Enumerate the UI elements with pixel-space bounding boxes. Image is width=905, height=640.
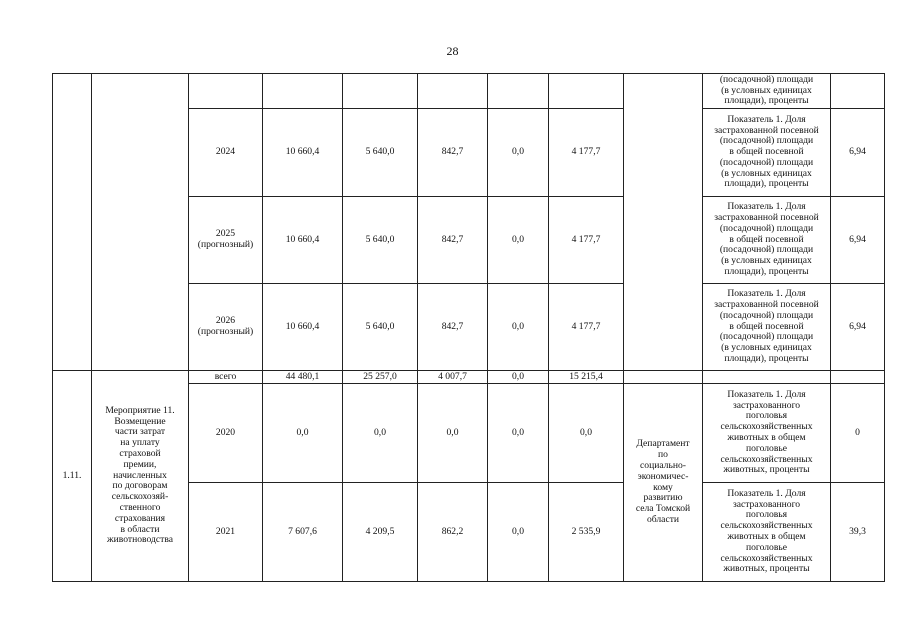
local-cell xyxy=(488,74,549,109)
local-cell: 0,0 xyxy=(488,284,549,371)
federal-cell: 5 640,0 xyxy=(343,284,418,371)
total-cell: 44 480,1 xyxy=(263,371,343,384)
value-cell: 6,94 xyxy=(831,197,885,284)
total-cell: 10 660,4 xyxy=(263,109,343,197)
extra-cell: 4 177,7 xyxy=(549,197,624,284)
table-row xyxy=(53,74,885,109)
total-cell xyxy=(263,74,343,109)
federal-cell: 5 640,0 xyxy=(343,109,418,197)
total-cell: 7 607,6 xyxy=(263,483,343,582)
executor-cell xyxy=(624,74,703,371)
indicator-cell: Показатель 1. Доля застрахованной посевной (посадочной) площади в общей посевной (посадочной) площади (в условных единицах площади), проценты xyxy=(703,284,831,371)
measure-cell xyxy=(92,74,189,371)
value-cell xyxy=(831,371,885,384)
year-cell: 2020 xyxy=(189,384,263,483)
total-cell: 10 660,4 xyxy=(263,284,343,371)
regional-cell: 862,2 xyxy=(418,483,488,582)
number-cell xyxy=(53,74,92,371)
indicator-cell: Показатель 1. Доля застрахованного поголовья сельскохозяйственных животных в общем поголовье сельскохозяйственных животных, проценты xyxy=(703,483,831,582)
federal-cell: 0,0 xyxy=(343,384,418,483)
indicator-cell: Показатель 1. Доля застрахованной посевной (посадочной) площади в общей посевной (посадочной) площади (в условных единицах площади), проценты xyxy=(703,197,831,284)
table-row xyxy=(53,371,885,384)
year-cell xyxy=(189,74,263,109)
federal-cell: 25 257,0 xyxy=(343,371,418,384)
extra-cell: 0,0 xyxy=(549,384,624,483)
local-cell: 0,0 xyxy=(488,384,549,483)
local-cell: 0,0 xyxy=(488,109,549,197)
year-cell: 2026 (прогнозный) xyxy=(189,284,263,371)
local-cell: 0,0 xyxy=(488,371,549,384)
federal-cell: 5 640,0 xyxy=(343,197,418,284)
page-number: 28 xyxy=(446,44,459,58)
regional-cell: 0,0 xyxy=(418,384,488,483)
year-cell: 2025 (прогнозный) xyxy=(189,197,263,284)
value-cell: 39,3 xyxy=(831,483,885,582)
executor-cell: Департамент по социально- экономичес- кому развитию села Томской области xyxy=(624,384,703,582)
total-cell: 10 660,4 xyxy=(263,197,343,284)
number-cell: 1.11. xyxy=(53,371,92,582)
extra-cell: 4 177,7 xyxy=(549,284,624,371)
measure-cell: Мероприятие 11. Возмещение части затрат на уплату страховой премии, начисленных по договорам сельскохозяй- ственного страхования в области животноводства xyxy=(92,371,189,582)
regional-cell: 842,7 xyxy=(418,109,488,197)
indicator-cell: (посадочной) площади (в условных единицах площади), проценты xyxy=(703,74,831,109)
local-cell: 0,0 xyxy=(488,483,549,582)
extra-cell xyxy=(549,74,624,109)
value-cell xyxy=(831,74,885,109)
total-cell: 0,0 xyxy=(263,384,343,483)
extra-cell: 4 177,7 xyxy=(549,109,624,197)
federal-cell: 4 209,5 xyxy=(343,483,418,582)
executor-cell xyxy=(624,371,703,384)
indicator-cell: Показатель 1. Доля застрахованного поголовья сельскохозяйственных животных в общем поголовье сельскохозяйственных животных, проценты xyxy=(703,384,831,483)
regional-cell: 842,7 xyxy=(418,197,488,284)
federal-cell xyxy=(343,74,418,109)
regional-cell xyxy=(418,74,488,109)
local-cell: 0,0 xyxy=(488,197,549,284)
regional-cell: 842,7 xyxy=(418,284,488,371)
year-cell: 2024 xyxy=(189,109,263,197)
year-cell: всего xyxy=(189,371,263,384)
regional-cell: 4 007,7 xyxy=(418,371,488,384)
indicator-cell xyxy=(703,371,831,384)
indicator-cell: Показатель 1. Доля застрахованной посевной (посадочной) площади в общей посевной (посадочной) площади (в условных единицах площади), проценты xyxy=(703,109,831,197)
year-cell: 2021 xyxy=(189,483,263,582)
value-cell: 6,94 xyxy=(831,284,885,371)
value-cell: 0 xyxy=(831,384,885,483)
program-table xyxy=(52,73,885,582)
extra-cell: 2 535,9 xyxy=(549,483,624,582)
extra-cell: 15 215,4 xyxy=(549,371,624,384)
value-cell: 6,94 xyxy=(831,109,885,197)
